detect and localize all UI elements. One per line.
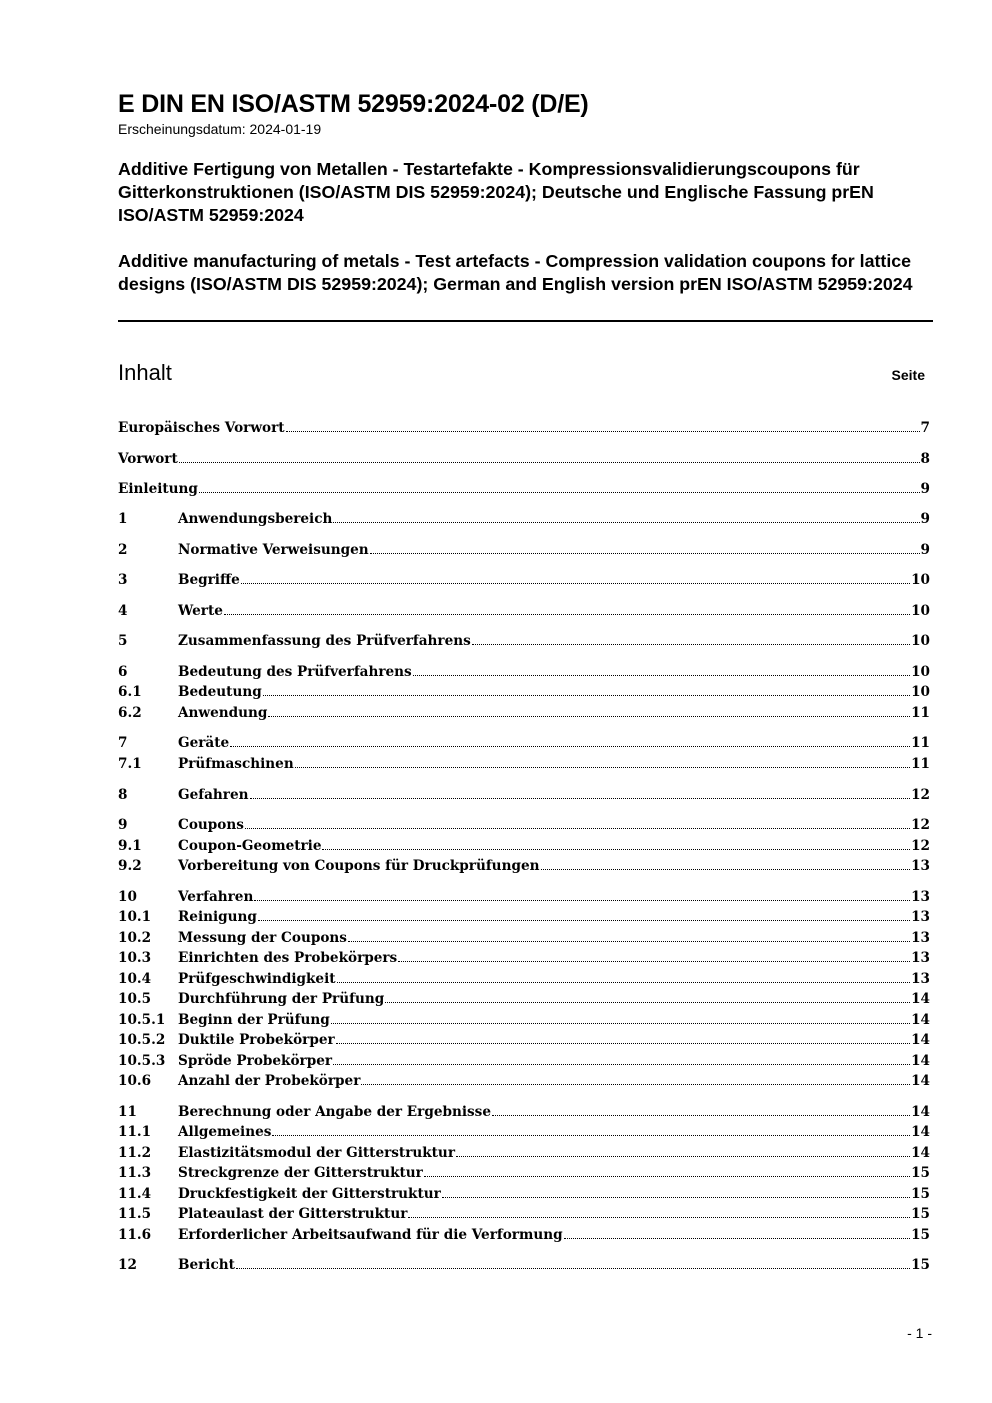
toc-entry[interactable] bbox=[118, 928, 930, 948]
toc-entry-number: 3 bbox=[118, 572, 128, 588]
toc-dot-leader bbox=[295, 754, 910, 768]
toc-entry-page: 9 bbox=[920, 542, 930, 558]
toc-entry[interactable] bbox=[118, 1255, 930, 1275]
toc-entry-title: Einrichten des Probekörpers bbox=[178, 950, 398, 966]
toc-heading: Inhalt bbox=[118, 360, 172, 385]
toc-entry-title: Durchführung der Prüfung bbox=[178, 991, 385, 1007]
toc-entry[interactable] bbox=[118, 815, 930, 835]
toc-entry-page: 14 bbox=[911, 1012, 930, 1028]
toc-entry[interactable] bbox=[118, 1122, 930, 1142]
toc-dot-leader bbox=[236, 1255, 910, 1269]
toc-dot-leader bbox=[456, 1143, 910, 1157]
toc-entry-title: Anzahl der Probekörper bbox=[178, 1073, 361, 1089]
toc-entry[interactable] bbox=[118, 509, 930, 529]
toc-entry-page: 9 bbox=[920, 481, 930, 497]
toc-dot-leader bbox=[254, 887, 910, 901]
title-english: Additive manufacturing of metals - Test artefacts - Compression validation coupons for lattice designs (ISO/ASTM DIS 52959:2024); German and English version prEN ISO/ASTM 52959:2024 bbox=[118, 251, 913, 294]
toc-entry-page: 10 bbox=[911, 684, 930, 700]
toc-entry-number: 10.5.1 bbox=[118, 1012, 166, 1028]
toc-entry-number: 11.5 bbox=[118, 1206, 152, 1222]
toc-entry-title: Verfahren bbox=[178, 889, 254, 905]
toc-entry-number: 9.1 bbox=[118, 838, 142, 854]
toc-dot-leader bbox=[268, 703, 910, 717]
toc-entry-number: 7 bbox=[118, 735, 128, 751]
toc-dot-leader bbox=[258, 907, 910, 921]
toc-entry[interactable] bbox=[118, 1030, 930, 1050]
toc-dot-leader bbox=[263, 682, 910, 696]
toc-dot-leader bbox=[337, 969, 911, 983]
toc-entry[interactable] bbox=[118, 1225, 930, 1245]
toc-entry-number: 10.4 bbox=[118, 971, 152, 987]
toc-entry-page: 13 bbox=[911, 930, 930, 946]
toc-entry-page: 14 bbox=[911, 1145, 930, 1161]
toc-entry-page: 15 bbox=[911, 1186, 930, 1202]
toc-entry-title: Europäisches Vorwort bbox=[118, 420, 285, 436]
toc-entry-page: 15 bbox=[911, 1257, 930, 1273]
toc-entry[interactable] bbox=[118, 601, 930, 621]
toc-entry-page: 8 bbox=[920, 451, 930, 467]
toc-entry-title: Vorwort bbox=[118, 451, 178, 467]
toc-entry-number: 9 bbox=[118, 817, 128, 833]
toc-entry-page: 15 bbox=[911, 1206, 930, 1222]
toc-entry-number: 11.3 bbox=[118, 1165, 152, 1181]
toc-entry[interactable] bbox=[118, 907, 930, 927]
toc-entry-number: 1 bbox=[118, 511, 128, 527]
toc-entry-page: 15 bbox=[911, 1227, 930, 1243]
toc-entry-title: Streckgrenze der Gitterstruktur bbox=[178, 1165, 423, 1181]
title-german: Additive Fertigung von Metallen - Testartefakte - Kompressionsvalidierungscoupons für Gitterkonstruktionen (ISO/ASTM DIS 52959:2024); Deutsche und Englische Fassung prEN ISO/ASTM 52959:2024 bbox=[118, 159, 874, 225]
toc-entry-number: 6 bbox=[118, 664, 128, 680]
toc-entry[interactable] bbox=[118, 449, 930, 469]
toc-entry[interactable] bbox=[118, 733, 930, 753]
toc-dot-leader bbox=[322, 836, 910, 850]
toc-entry-number: 7.1 bbox=[118, 756, 142, 772]
toc-entry-title: Coupon-Geometrie bbox=[178, 838, 322, 854]
toc-entry-page: 12 bbox=[911, 787, 930, 803]
toc-entry-title: Geräte bbox=[178, 735, 230, 751]
toc-dot-leader bbox=[442, 1184, 910, 1198]
toc-entry-number: 10 bbox=[118, 889, 137, 905]
toc-entry-page: 14 bbox=[911, 1053, 930, 1069]
toc-dot-leader bbox=[179, 449, 920, 463]
toc-entry-page: 7 bbox=[920, 420, 930, 436]
toc-entry-title: Werte bbox=[178, 603, 223, 619]
toc-entry-page: 12 bbox=[911, 838, 930, 854]
toc-entry[interactable] bbox=[118, 631, 930, 651]
toc-entry-number: 11 bbox=[118, 1104, 137, 1120]
toc-entry-number: 11.4 bbox=[118, 1186, 152, 1202]
toc-entry-page: 11 bbox=[911, 705, 930, 721]
header-divider bbox=[118, 320, 933, 322]
toc-entry-title: Vorbereitung von Coupons für Druckprüfungen bbox=[178, 858, 540, 874]
toc-entry-page: 13 bbox=[911, 909, 930, 925]
toc-entry-number: 11.1 bbox=[118, 1124, 152, 1140]
toc-entry-page: 10 bbox=[911, 664, 930, 680]
toc-entry-number: 11.2 bbox=[118, 1145, 152, 1161]
toc-entry[interactable] bbox=[118, 785, 930, 805]
toc-entry-title: Begriffe bbox=[178, 572, 240, 588]
toc-entry-number: 5 bbox=[118, 633, 128, 649]
toc-dot-leader bbox=[348, 928, 910, 942]
toc-entry-title: Druckfestigkeit der Gitterstruktur bbox=[178, 1186, 441, 1202]
toc-entry-page: 13 bbox=[911, 971, 930, 987]
toc-dot-leader bbox=[564, 1225, 910, 1239]
toc-entry-title: Plateaulast der Gitterstruktur bbox=[178, 1206, 408, 1222]
toc-entry-title: Allgemeines bbox=[178, 1124, 272, 1140]
toc-entry-title: Gefahren bbox=[178, 787, 249, 803]
toc-entry-page: 11 bbox=[911, 735, 930, 751]
toc-entry[interactable] bbox=[118, 1102, 930, 1122]
toc-entry-page: 14 bbox=[911, 1073, 930, 1089]
toc-entry[interactable] bbox=[118, 948, 930, 968]
page-number: - 1 - bbox=[907, 1325, 932, 1341]
toc-entry-title: Messung der Coupons bbox=[178, 930, 347, 946]
toc-entry-title: Elastizitätsmodul der Gitterstruktur bbox=[178, 1145, 455, 1161]
toc-dot-leader bbox=[408, 1204, 910, 1218]
toc-entry-number: 10.5.3 bbox=[118, 1053, 166, 1069]
toc-entry-number: 10.5 bbox=[118, 991, 152, 1007]
toc-dot-leader bbox=[224, 601, 910, 615]
toc-entry[interactable] bbox=[118, 754, 930, 774]
toc-entry[interactable] bbox=[118, 1051, 930, 1071]
toc-entry[interactable] bbox=[118, 1143, 930, 1163]
toc-entry-number: 10.1 bbox=[118, 909, 152, 925]
toc-entry-title: Duktile Probekörper bbox=[178, 1032, 335, 1048]
toc-dot-leader bbox=[250, 785, 911, 799]
toc-entry[interactable] bbox=[118, 1010, 930, 1030]
toc-dot-leader bbox=[370, 540, 920, 554]
toc-page-column-label: Seite bbox=[891, 367, 925, 383]
standard-identifier: E DIN EN ISO/ASTM 52959:2024-02 (D/E) bbox=[118, 90, 589, 118]
toc-entry-page: 11 bbox=[911, 756, 930, 772]
toc-entry-number: 10.6 bbox=[118, 1073, 152, 1089]
toc-dot-leader bbox=[492, 1102, 910, 1116]
toc-entry-page: 9 bbox=[920, 511, 930, 527]
toc-entry-number: 8 bbox=[118, 787, 128, 803]
toc-entry-title: Spröde Probekörper bbox=[178, 1053, 333, 1069]
toc-entry-page: 12 bbox=[911, 817, 930, 833]
toc-entry[interactable] bbox=[118, 682, 930, 702]
toc-entry[interactable] bbox=[118, 887, 930, 907]
toc-entry-title: Normative Verweisungen bbox=[178, 542, 369, 558]
toc-dot-leader bbox=[336, 1030, 910, 1044]
toc-entry-title: Erforderlicher Arbeitsaufwand für die Verformung bbox=[178, 1227, 563, 1243]
toc-entry[interactable] bbox=[118, 570, 930, 590]
toc-entry-title: Prüfmaschinen bbox=[178, 756, 294, 772]
toc-entry-number: 2 bbox=[118, 542, 128, 558]
toc-entry[interactable] bbox=[118, 540, 930, 560]
toc-dot-leader bbox=[424, 1163, 910, 1177]
toc-dot-leader bbox=[333, 509, 919, 523]
toc-entry-page: 14 bbox=[911, 1032, 930, 1048]
toc-entry-number: 6.2 bbox=[118, 705, 142, 721]
toc-entry-number: 6.1 bbox=[118, 684, 142, 700]
toc-entry[interactable] bbox=[118, 1204, 930, 1224]
toc-dot-leader bbox=[361, 1071, 910, 1085]
toc-entry-number: 10.3 bbox=[118, 950, 152, 966]
toc-entry-number: 12 bbox=[118, 1257, 137, 1273]
toc-entry-number: 9.2 bbox=[118, 858, 142, 874]
toc-entry-title: Reinigung bbox=[178, 909, 257, 925]
toc-entry-title: Coupons bbox=[178, 817, 244, 833]
toc-entry-page: 13 bbox=[911, 858, 930, 874]
toc-entry-title: Anwendungsbereich bbox=[178, 511, 333, 527]
toc-entry[interactable] bbox=[118, 856, 930, 876]
toc-entry-page: 10 bbox=[911, 633, 930, 649]
toc-entry-page: 14 bbox=[911, 1124, 930, 1140]
toc-entry-title: Prüfgeschwindigkeit bbox=[178, 971, 336, 987]
toc-dot-leader bbox=[398, 948, 910, 962]
toc-dot-leader bbox=[245, 815, 910, 829]
toc-entry-title: Anwendung bbox=[178, 705, 268, 721]
toc-entry-page: 13 bbox=[911, 889, 930, 905]
toc-entry[interactable] bbox=[118, 989, 930, 1009]
toc-dot-leader bbox=[541, 856, 911, 870]
toc-entry[interactable] bbox=[118, 418, 930, 438]
toc-entry[interactable] bbox=[118, 1071, 930, 1091]
toc-entry[interactable] bbox=[118, 1184, 930, 1204]
toc-entry-title: Bedeutung bbox=[178, 684, 262, 700]
toc-entry-number: 10.2 bbox=[118, 930, 152, 946]
toc-entry-number: 11.6 bbox=[118, 1227, 152, 1243]
toc-entry[interactable] bbox=[118, 479, 930, 499]
toc-entry-page: 14 bbox=[911, 991, 930, 1007]
toc-entry[interactable] bbox=[118, 662, 930, 682]
toc-entry-title: Zusammenfassung des Prüfverfahrens bbox=[178, 633, 471, 649]
toc-entry-page: 14 bbox=[911, 1104, 930, 1120]
toc-entry-title: Berechnung oder Angabe der Ergebnisse bbox=[178, 1104, 491, 1120]
toc-entry-number: 10.5.2 bbox=[118, 1032, 166, 1048]
toc-entry[interactable] bbox=[118, 969, 930, 989]
toc-entry-title: Beginn der Prüfung bbox=[178, 1012, 330, 1028]
toc-entry-page: 13 bbox=[911, 950, 930, 966]
toc-dot-leader bbox=[413, 662, 910, 676]
toc-entry[interactable] bbox=[118, 1163, 930, 1183]
toc-entry[interactable] bbox=[118, 703, 930, 723]
toc-entry-page: 10 bbox=[911, 572, 930, 588]
publication-date: Erscheinungsdatum: 2024-01-19 bbox=[118, 121, 322, 137]
toc-dot-leader bbox=[385, 989, 910, 1003]
toc-dot-leader bbox=[230, 733, 910, 747]
toc-dot-leader bbox=[286, 418, 920, 432]
toc-entry-title: Einleitung bbox=[118, 481, 198, 497]
toc-dot-leader bbox=[272, 1122, 910, 1136]
toc-entry-page: 10 bbox=[911, 603, 930, 619]
toc-dot-leader bbox=[472, 631, 910, 645]
toc-dot-leader bbox=[331, 1010, 910, 1024]
toc-entry[interactable] bbox=[118, 836, 930, 856]
toc-dot-leader bbox=[199, 479, 920, 493]
toc-entry-page: 15 bbox=[911, 1165, 930, 1181]
toc-dot-leader bbox=[241, 570, 910, 584]
toc-entry-number: 4 bbox=[118, 603, 128, 619]
toc-dot-leader bbox=[333, 1051, 910, 1065]
toc-entry-title: Bericht bbox=[178, 1257, 235, 1273]
toc-entry-title: Bedeutung des Prüfverfahrens bbox=[178, 664, 412, 680]
